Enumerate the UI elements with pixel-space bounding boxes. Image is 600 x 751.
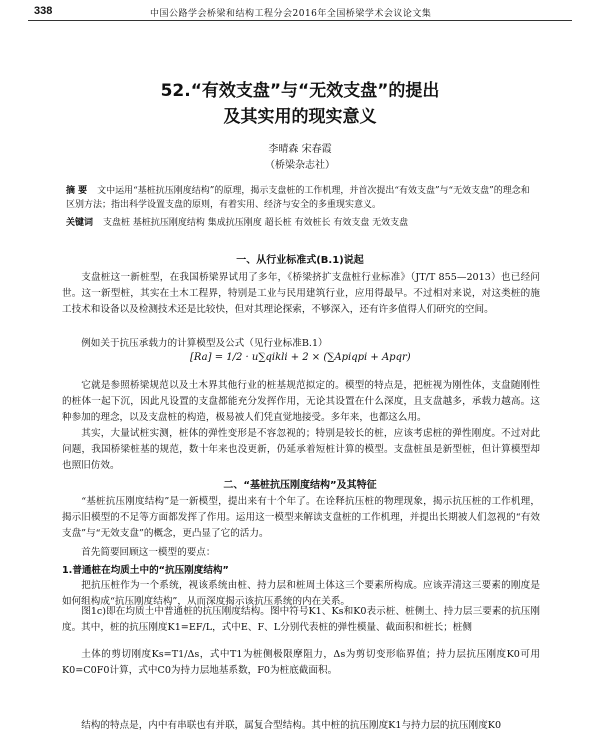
paragraph-8: 土体的剪切刚度Ks=T1/Δs，式中T1为桩侧极限摩阻力，Δs为剪切变形临界值；持力层抗压刚度K0可用K0=C0F0计算，式中C0为持力层地基系数，F0为桩底截面积。	[62, 649, 540, 676]
paragraph-4: 其实，大量试桩实测，桩体的弹性变形是不容忽视的；特别是较长的桩，应该考虑桩的弹性刚度。不过对此问题，我国桥梁桩基的规范，数十年来也没更新，仍延承着短桩计算的模型。支盘桩虽是新型桩，但计算模型却也照旧仿效。	[62, 428, 540, 471]
abstract	[66, 184, 536, 212]
paragraph-6b: 把抗压桩作为一个系统，视该系统由桩、持力层和桩周土体这三个要素所构成。应该弄清这三要素的刚度是如何组构成“抗压刚度结构”，从而深度揭示该抗压系统的内在关系。	[62, 580, 540, 607]
equation-b1: [Ra] = 1/2 · u∑qikli + 2 × (∑Apiqpi + Apqr)	[190, 352, 411, 363]
abstract-label: 摘 要	[66, 186, 88, 196]
running-title: 中国公路学会桥梁和结构工程分会2016年全国桥梁学术会议论文集	[150, 9, 432, 19]
paragraph-3: 它就是参照桥梁规范以及土木界其他行业的桩基规范拟定的。模型的特点是，把桩视为刚性体，支盘随刚性的桩体一起下沉，因此凡设置的支盘都能充分发挥作用，无论其设置在什么深度，且支盘越多，承载力越高。这种参加的理念，以及支盘桩的构造，极易被人们凭直觉地接受。多年来，也都这么用。	[62, 380, 540, 423]
header-rule	[28, 20, 572, 21]
section-heading-1: 一、从行业标准式(B.1)说起	[236, 255, 364, 266]
paragraph-6: 首先简要回顾这一模型的要点：	[81, 547, 216, 558]
authors: 李晴森 宋春霞	[268, 144, 332, 155]
paragraph-7: 图1c)即在均质土中普通桩的抗压刚度结构。图中符号K1、Ks和K0表示桩、桩侧土、持力层三要素的抗压刚度。其中，桩的抗压刚度K1=EF/L，式中E、F、L分别代表桩的弹性模量、截面积和桩长；桩侧	[62, 606, 540, 633]
keywords-text: 支盘桩 基桩抗压刚度结构 集成抗压刚度 超长桩 有效桩长 有效支盘 无效支盘	[103, 218, 409, 228]
abstract-text: 文中运用“基桩抗压刚度结构”的原理，揭示支盘桩的工作机理，并首次提出“有效支盘”与“无效支盘”的理念和区别方法；指出科学设置支盘的原则，有着实用、经济与安全的多重现实意义。	[66, 186, 530, 210]
paragraph-9: 结构的特点是，内中有串联也有并联，属复合型结构。其中桩的抗压刚度K1与持力层的抗压刚度K0	[81, 720, 502, 731]
paragraph-2: 例如关于抗压承载力的计算模型及公式（见行业标准B.1）	[81, 338, 328, 349]
keywords-label: 关键词	[66, 218, 94, 228]
paragraph-1: 支盘桩这一新桩型，在我国桥梁界试用了多年，《桥梁挤扩支盘桩行业标准》（JT/T 855—2013）也已经问世。这一新型桩，其实在土木工程界，特别是工业与民用建筑行业，应用得最早。不过相对来说，对这类桩的施工技术和设备以及检测技术还是比较快，但对其理论探索，不够深入，还有许多值得人们研究的空间。	[62, 272, 540, 315]
subheading-1: 1.普通桩在均质土中的“抗压刚度结构”	[62, 565, 229, 576]
keywords	[66, 216, 536, 230]
paragraph-5: “基桩抗压刚度结构”是一新模型，提出来有十个年了。在诠释抗压桩的物理现象，揭示抗压桩的工作机理，揭示旧模型的不足等方面都发挥了作用。运用这一模型来解读支盘桩的工作机理，并提出长期被人们忽视的“有效支盘”与“无效支盘”的概念，更凸显了它的活力。	[62, 496, 540, 539]
section-heading-2: 二、“基桩抗压刚度结构”及其特征	[223, 480, 377, 491]
article-title-line1: 52.“有效支盘”与“无效支盘”的提出	[160, 81, 440, 101]
article-title-line2: 及其实用的现实意义	[223, 107, 377, 127]
affiliation: （桥梁杂志社）	[265, 160, 335, 171]
page-header	[0, 0, 600, 22]
page-number: 338	[34, 5, 53, 17]
